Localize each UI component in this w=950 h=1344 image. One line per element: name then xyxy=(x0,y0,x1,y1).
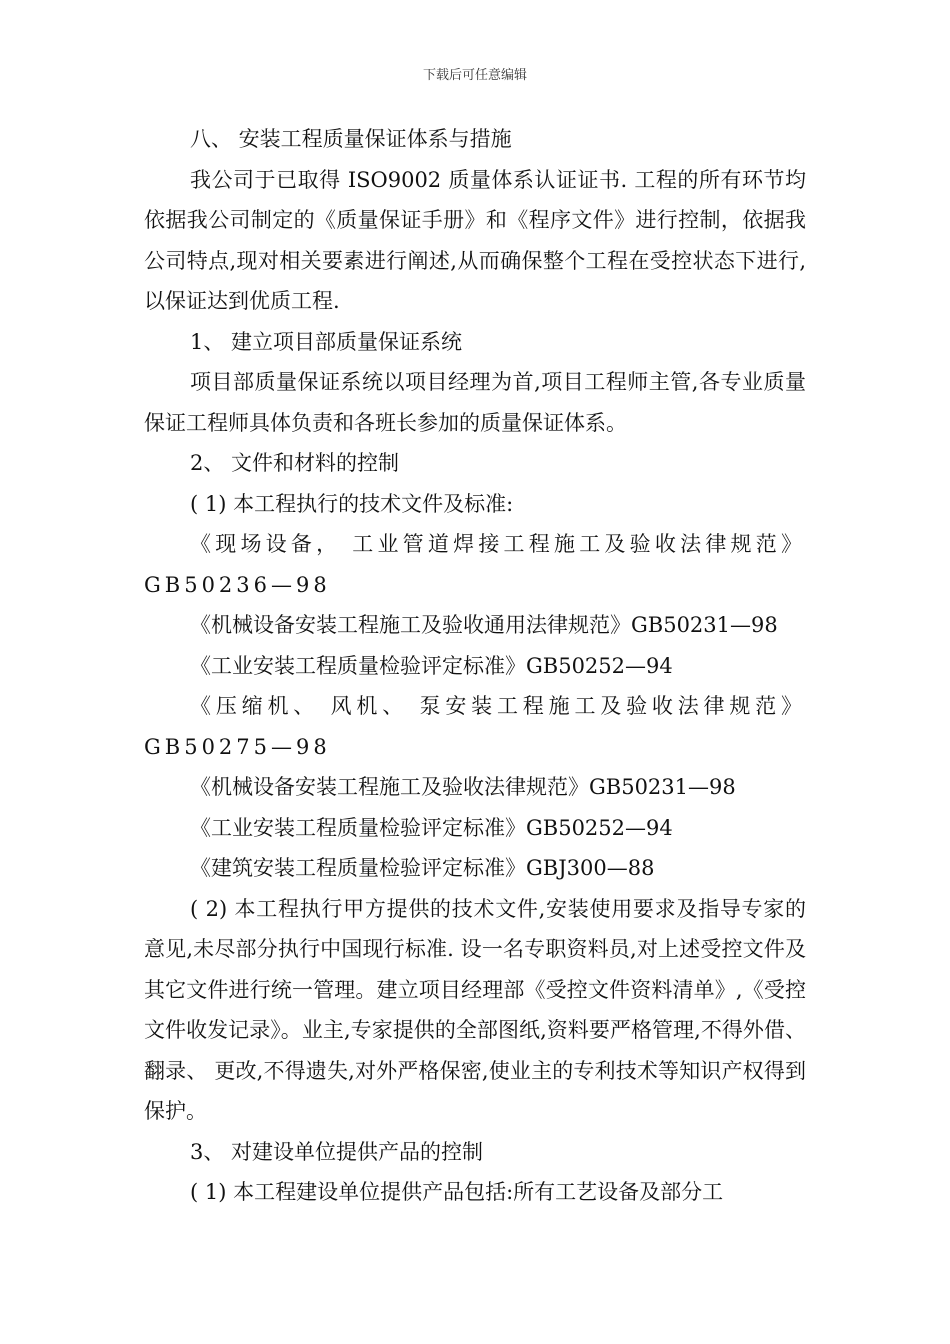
standard-item-6: 《工业安装工程质量检验评定标准》GB50252—94 xyxy=(190,815,673,840)
page-header: 下载后可任意编辑 xyxy=(422,68,527,83)
paragraph-document-control: ( 2) 本工程执行甲方提供的技术文件,安装使用要求及指导专家的意见,未尽部分执行中国现行标准. 设一名专职资料员,对上述受控文件及其它文件进行统一管理。建立项目经理部《受控文件资料清单》,《受控文件收发记录》。业主,专家提供的全部图纸,资料要严格管理,不得外借、 翻录、 更改,不得遗失,对外严格保密,使业主的专利技术等知识产权得到保护。 xyxy=(144,896,806,1123)
standard-item-5: 《机械设备安装工程施工及验收法律规范》GB50231—98 xyxy=(190,775,736,799)
list-heading-standards: ( 1) 本工程执行的技术文件及标准: xyxy=(190,491,514,516)
standard-item-4: 《压缩机、 风机、 泵安装工程施工及验收法律规范》GB50275—98 xyxy=(144,694,806,759)
intro-paragraph: 我公司于已取得 ISO9002 质量体系认证证书. 工程的所有环节均依据我公司制定的《质量保证手册》和《程序文件》进行控制，依据我公司特点,现对相关要素进行阐述,从而确保整个工程在受控状态下进行,以保证达到优质工程. xyxy=(144,167,806,313)
subsection-heading-1: 1、 建立项目部质量保证系统 xyxy=(190,329,463,354)
paragraph-quality-system: 项目部质量保证系统以项目经理为首,项目工程师主管,各专业质量保证工程师具体负责和各班长参加的质量保证体系。 xyxy=(144,370,806,435)
standard-item-1: 《现场设备， 工业管道焊接工程施工及验收法律规范》GB50236—98 xyxy=(144,532,806,597)
subsection-heading-3: 3、 对建设单位提供产品的控制 xyxy=(190,1139,484,1164)
subsection-heading-2: 2、 文件和材料的控制 xyxy=(190,451,400,475)
standard-item-3: 《工业安装工程质量检验评定标准》GB50252—94 xyxy=(190,653,673,678)
standard-item-7: 《建筑安装工程质量检验评定标准》GBJ300—88 xyxy=(190,856,655,880)
standard-item-2: 《机械设备安装工程施工及验收通用法律规范》GB50231—98 xyxy=(190,613,778,637)
document-body xyxy=(144,119,806,1213)
paragraph-client-products: ( 1) 本工程建设单位提供产品包括:所有工艺设备及部分工 xyxy=(190,1180,724,1204)
section-heading-8: 八、 安装工程质量保证体系与措施 xyxy=(190,127,512,151)
